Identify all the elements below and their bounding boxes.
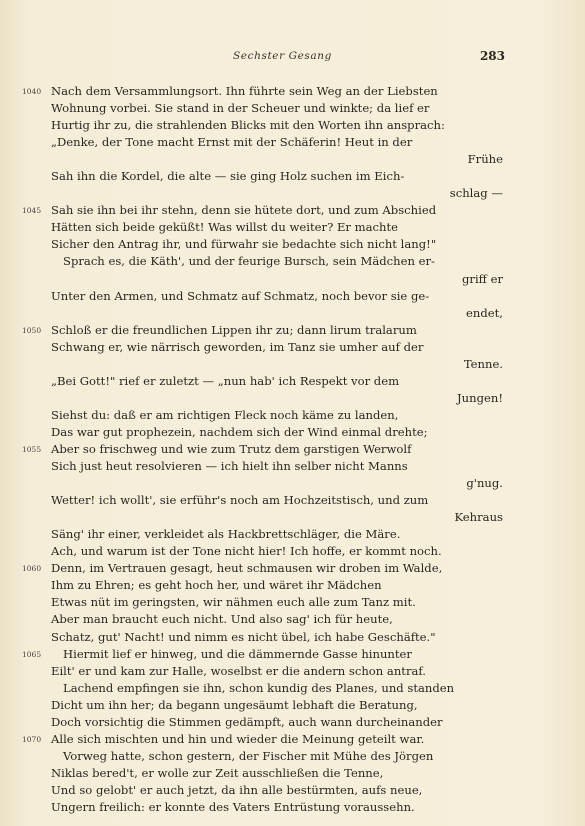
line-text: Schloß er die freundlichen Lippen ihr zu; dann lirum tralarum <box>51 322 417 337</box>
verse-line <box>0 782 585 799</box>
line-number: 1050 <box>22 325 42 335</box>
line-text: Sah ihn die Kordel, die alte — sie ging Holz suchen im Eich- <box>51 169 405 184</box>
verse-line <box>0 288 585 305</box>
verse-line <box>0 458 585 475</box>
verse-line <box>0 100 585 117</box>
line-text: „Denke, der Tone macht Ernst mit der Schäferin! Heut in der <box>51 135 413 150</box>
line-text: griff er <box>462 271 503 286</box>
page-number: 283 <box>479 49 505 63</box>
line-text: Schatz, gut' Nacht! und nimm es nicht übel, ich habe Geschäfte." <box>51 629 436 644</box>
line-text: Vorweg hatte, schon gestern, der Fischer mit Mühe des Jörgen <box>63 748 434 763</box>
verse-line <box>0 151 585 168</box>
verse-line <box>0 134 585 151</box>
verse-line <box>0 236 585 253</box>
line-text: Wetter! ich wollt', sie erführ's noch am Hochzeitstisch, und zum <box>51 493 429 508</box>
line-text: Aber man braucht euch nicht. Und also sag' ich für heute, <box>51 612 393 627</box>
line-text: Eilt' er und kam zur Halle, woselbst er die andern schon antraf. <box>51 663 426 678</box>
verse-line <box>0 322 585 339</box>
verse-line <box>0 168 585 185</box>
line-text: Wohnung vorbei. Sie stand in der Scheuer und winkte; da lief er <box>51 101 430 116</box>
verse-line <box>0 407 585 424</box>
line-text: Etwas nüt im geringsten, wir nähmen euch alle zum Tanz mit. <box>51 595 416 610</box>
running-head-title: Sechster Gesang <box>233 50 332 62</box>
line-text: Alle sich mischten und hin und wieder die Meinung geteilt war. <box>51 731 425 746</box>
line-text: Sah sie ihn bei ihr stehn, denn sie hütete dort, und zum Abschied <box>51 203 437 218</box>
verse-line <box>0 253 585 270</box>
line-text: Aber so frischweg und wie zum Trutz dem garstigen Werwolf <box>51 441 412 456</box>
line-text: Unter den Armen, und Schmatz auf Schmatz, noch bevor sie ge- <box>51 288 430 303</box>
line-number: 1070 <box>22 734 42 744</box>
line-text: Hurtig ihr zu, die strahlenden Blicks mit den Worten ihn ansprach: <box>51 118 445 133</box>
verse-line <box>0 646 585 663</box>
verse-line <box>0 594 585 611</box>
verse-line <box>0 83 585 100</box>
verse-line <box>0 731 585 748</box>
verse-line <box>0 577 585 594</box>
line-number: 1055 <box>22 444 42 454</box>
verse-line <box>0 543 585 560</box>
line-text: Niklas bered't, er wolle zur Zeit ausschließen die Tenne, <box>51 765 384 780</box>
line-text: g'nug. <box>466 476 503 491</box>
verse-line <box>0 611 585 628</box>
verse-line <box>0 185 585 202</box>
line-number: 1065 <box>22 649 42 659</box>
line-text: schlag — <box>449 186 503 201</box>
line-text: Ach, und warum ist der Tone nicht hier! Ich hoffe, er kommt noch. <box>51 544 442 559</box>
line-text: Hätten sich beide geküßt! Was willst du weiter? Er machte <box>51 220 399 235</box>
verse-line <box>0 373 585 390</box>
line-text: endet, <box>466 305 503 320</box>
line-text: Das war gut prophezein, nachdem sich der Wind einmal drehte; <box>51 424 428 439</box>
line-text: Sprach es, die Käth', und der feurige Bursch, sein Mädchen er- <box>63 254 435 269</box>
verse-line <box>0 424 585 441</box>
verse-line <box>0 765 585 782</box>
line-text: Dicht um ihn her; da begann ungesäumt lebhaft die Beratung, <box>51 697 418 712</box>
line-text: „Bei Gott!" rief er zuletzt — „nun hab' ich Respekt vor dem <box>51 373 400 388</box>
line-text: Schwang er, wie närrisch geworden, im Tanz sie umher auf der <box>51 339 424 354</box>
verse-line <box>0 390 585 407</box>
verse-line <box>0 339 585 356</box>
verse-line <box>0 799 585 816</box>
verse-line <box>0 560 585 577</box>
verse-line <box>0 714 585 731</box>
line-text: Denn, im Vertrauen gesagt, heut schmausen wir droben im Walde, <box>51 561 443 576</box>
line-text: Sicher den Antrag ihr, und fürwahr sie bedachte sich nicht lang!" <box>51 237 437 252</box>
verse-line <box>0 492 585 509</box>
line-text: Ungern freilich: er konnte des Vaters Entrüstung voraussehn. <box>51 799 415 814</box>
verse-line <box>0 629 585 646</box>
verse-line <box>0 509 585 526</box>
line-text: Doch vorsichtig die Stimmen gedämpft, auch wann durcheinander <box>51 714 443 729</box>
line-text: Hiermit lief er hinweg, und die dämmernde Gasse hinunter <box>63 646 412 661</box>
verse-line <box>0 271 585 288</box>
verse-line <box>0 475 585 492</box>
line-text: Und so gelobt' er auch jetzt, da ihn alle bestürmten, aufs neue, <box>51 782 423 797</box>
verse-line <box>0 117 585 134</box>
line-text: Tenne. <box>463 356 503 371</box>
verse-line <box>0 305 585 322</box>
verse-line <box>0 526 585 543</box>
line-number: 1045 <box>22 206 42 216</box>
line-text: Siehst du: daß er am richtigen Fleck noch käme zu landen, <box>51 407 399 422</box>
verse-line <box>0 202 585 219</box>
line-text: Ihm zu Ehren; es geht hoch her, und wäret ihr Mädchen <box>51 578 382 593</box>
line-number: 1040 <box>22 87 42 96</box>
verse-line <box>0 748 585 765</box>
verse-line <box>0 680 585 697</box>
line-text: Jungen! <box>457 390 503 405</box>
line-text: Nach dem Versammlungsort. Ihn führte sein Weg an der Liebsten <box>51 84 438 98</box>
line-text: Sich just heut resolvieren — ich hielt ihn selber nicht Manns <box>51 459 408 474</box>
line-text: Säng' ihr einer, verkleidet als Hackbrettschläger, die Märe. <box>51 527 401 542</box>
verse-text <box>0 83 585 816</box>
running-head <box>0 50 585 66</box>
line-text: Frühe <box>467 152 503 167</box>
verse-line <box>0 663 585 680</box>
line-text: Lachend empfingen sie ihn, schon kundig des Planes, und standen <box>63 680 455 695</box>
verse-line <box>0 219 585 236</box>
verse-line <box>0 356 585 373</box>
line-text: Kehraus <box>454 510 503 525</box>
line-number: 1060 <box>22 564 42 574</box>
verse-line <box>0 441 585 458</box>
verse-line <box>0 697 585 714</box>
